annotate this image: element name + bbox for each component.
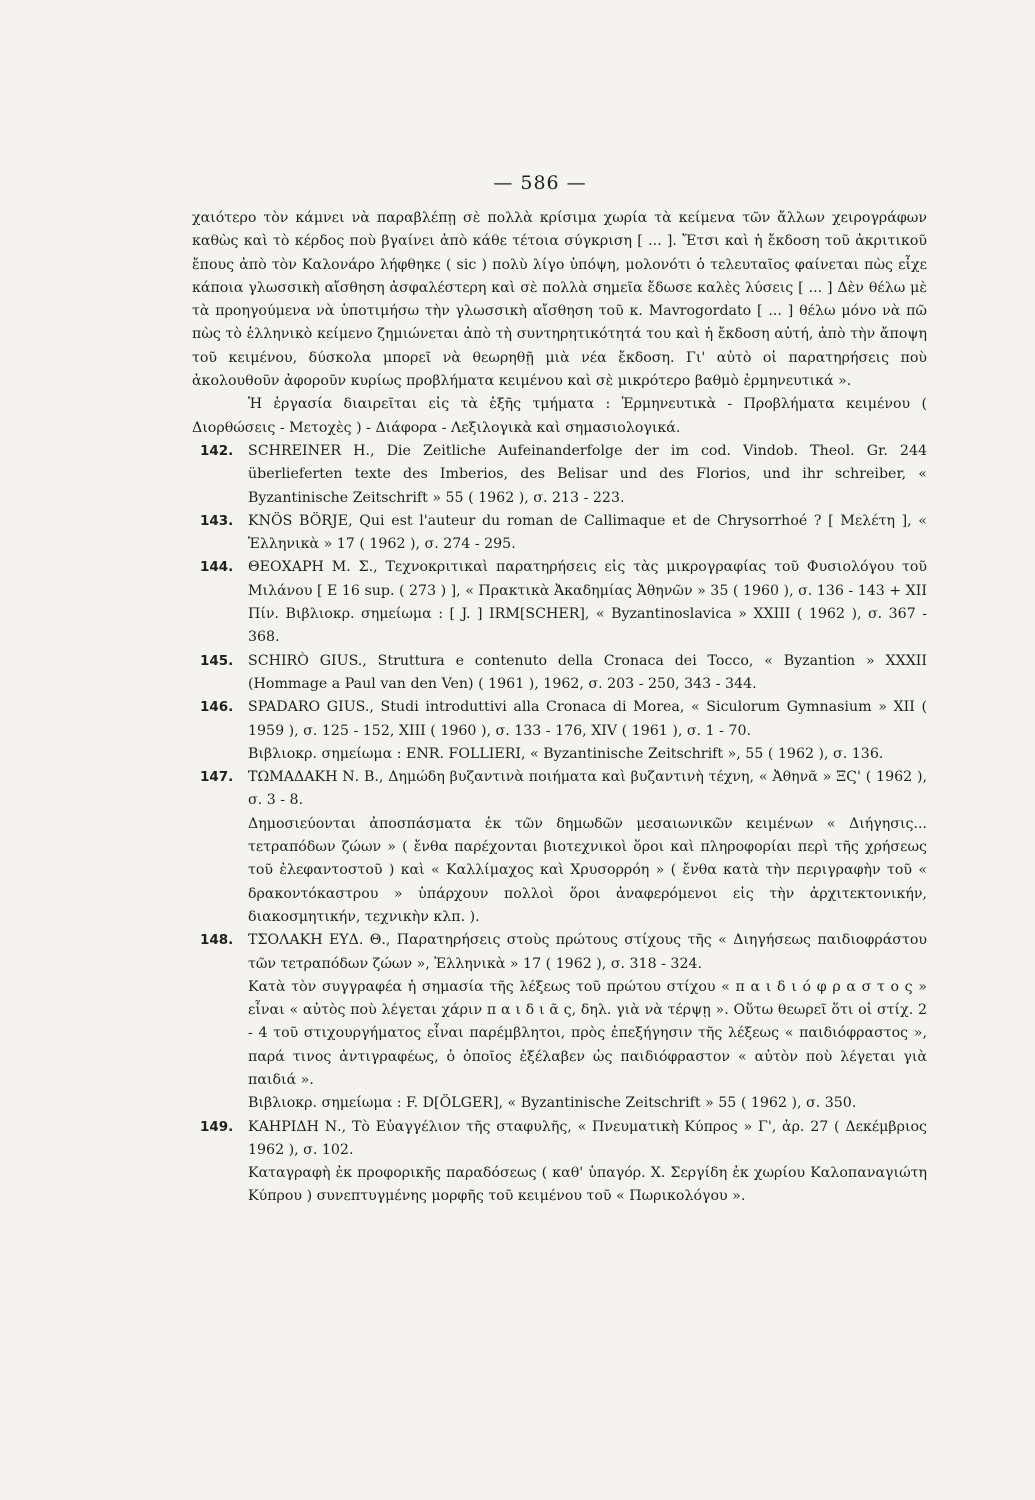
entry-review-note: Βιβλιοκρ. σημείωμα : F. D[ÖLGER], « Byzantinische Zeitschrift » 55 ( 1962 ), σ. 350. [248,1095,857,1112]
bibliography-entry [192,556,927,649]
intro-paragraph: Ἡ ἐργασία διαιρεῖται εἰς τὰ ἑξῆς τμήματα : Ἑρμηνευτικὰ - Προβλήματα κειμένου ( Διορθώσεις - Μετοχὲς ) - Διάφορα - Λεξιλογικὰ καὶ σημασιολογικά. [192,396,927,436]
entry-citation: ΤΩΜΑΔΑΚΗ Ν. Β., Δημώδη βυζαντινὰ ποιήματα καὶ βυζαντινὴ τέχνη, « Ἀθηνᾶ » ΞϚ' ( 1962 ), σ. 3 - 8. [248,769,927,809]
entry-citation: SCHIRÒ GIUS., Struttura e contenuto della Cronaca dei Tocco, « Byzantion » XXXII (Hommage a Paul van den Ven) ( 1961 ), 1962, σ. 203 - 250, 343 - 344. [248,652,927,692]
bibliography-entry [192,696,927,766]
bibliography-entry [192,510,927,557]
entry-summary: Καταγραφὴ ἐκ προφορικῆς παραδόσεως ( καθ' ὑπαγόρ. Χ. Σεργίδη ἐκ χωρίου Καλοπαναγιώτη Κύπρου ) συνεπτυγμένης μορφῆς τοῦ κειμένου τοῦ « Πωρικολόγου ». [248,1165,927,1205]
page-number: — 586 — [493,172,587,194]
entry-number: 147. [200,769,234,786]
entry-number: 142. [200,442,234,459]
bibliography-entry [192,440,927,510]
entry-review-note: Βιβλιοκρ. σημείωμα : ENR. FOLLIERI, « Byzantinische Zeitschrift », 55 ( 1962 ), σ. 136. [248,745,884,762]
entry-number: 144. [200,559,234,576]
entry-summary: Κατὰ τὸν συγγραφέα ἡ σημασία τῆς λέξεως τοῦ πρώτου στίχου « π α ι δ ι ό φ ρ α σ τ ο ς » εἶναι « αὐτὸς ποὺ λέγεται χάριν π α ι δ ι ᾶ ς, δηλ. γιὰ νὰ τέρψῃ ». Οὕτω θεωρεῖ ὅτι οἱ στίχ. 2 - 4 τοῦ στιχουργήματος εἶναι παρέμβλητοι, πρὸς ἐπεξήγησιν τῆς λέξεως « παιδιόφραστος », παρά τινος ἀντιγραφέως, ὁ ὁποῖος ἐξέλαβεν ὡς παιδιόφραστον « αὐτὸν ποὺ λέγεται γιὰ παιδιά ». [248,978,927,1088]
body-text [192,207,927,1209]
entry-number: 148. [200,932,234,949]
bibliography-entry [192,766,927,929]
entry-number: 149. [200,1118,234,1135]
entry-number: 145. [200,652,234,669]
entry-citation: KNÖS BÖRJE, Qui est l'auteur du roman de Callimaque et de Chrysorrhoé ? [ Μελέτη ], « Ἑλληνικὰ » 17 ( 1962 ), σ. 274 - 295. [248,512,927,553]
bibliography-entry [192,1116,927,1209]
entry-number: 143. [200,512,234,529]
entry-citation: SPADARO GIUS., Studi introduttivi alla Cronaca di Morea, « Siculorum Gymnasium » XII ( 1959 ), σ. 125 - 152, XIII ( 1960 ), σ. 133 - 176, XIV ( 1961 ), σ. 1 - 70. [248,699,927,739]
intro-paragraph: χαιότερο τὸν κάμνει νὰ παραβλέπῃ σὲ πολλὰ κρίσιμα χωρία τὰ κείμενα τῶν ἄλλων χειρογράφων καθὼς καὶ τὸ κέρδος ποὺ βγαίνει ἀπὸ κάθε τέτοια σύγκριση [ ... ]. Ἔτσι καὶ ἡ ἔκδοση τοῦ ἀκριτικοῦ ἔπους ἀπὸ τὸν Καλονάρο λήφθηκε ( sic ) πολὺ λίγο ὑπόψη, μολονότι ὁ τελευταῖος φαίνεται πὼς εἶχε κάποια γλωσσικὴ αἴσθηση ἀσφαλέστερη καὶ σὲ πολλὰ σημεῖα ἔδωσε καλὲς λύσεις [ ... ] Δὲν θέλω μὲ τὰ προηγούμενα νὰ ὑποτιμήσω τὴν γλωσσικὴ αἴσθηση τοῦ κ. Mavrogordato [ ... ] θέλω μόνο νὰ πῶ πὼς τὸ ἑλληνικὸ κείμενο ζημιώνεται ἀπὸ τὴ συντηρητικότητά του καὶ ἡ ἔκδοση αὐτή, ἀπὸ τὴν ἄποψη τοῦ κειμένου, δύσκολα μπορεῖ νὰ θεωρηθῇ μιὰ νέα ἔκδοση. Γι' αὐτὸ οἱ παρατηρήσεις ποὺ ἀκολουθοῦν ἀφοροῦν κυρίως προβλήματα κειμένου καὶ σὲ μικρότερο βαθμὸ ἑρμηνευτικά ». [192,210,927,390]
entry-number: 146. [200,699,234,716]
entry-summary: Δημοσιεύονται ἀποσπάσματα ἐκ τῶν δημωδῶν μεσαιωνικῶν κειμένων « Διήγησις... τετραπόδων ζώων » ( ἔνθα παρέχονται βιοτεχνικοὶ ὅροι καὶ πληροφορίαι περὶ τῆς χρήσεως τοῦ ἐλεφαντοστοῦ ) καὶ « Καλλίμαχος καὶ Χρυσορρόη » ( ἔνθα κατὰ τὴν περιγραφὴν τοῦ « δρακοντόκαστρου » ὑπάρχουν πολλοὶ ὅροι ἀναφερόμενοι εἰς τὴν ἀρχιτεκτονικήν, διακοσμητικήν, τεχνικὴν κλπ. ). [248,815,927,925]
entry-citation: ΚΑΗΡΙΔΗ Ν., Τὸ Εὐαγγέλιον τῆς σταφυλῆς, « Πνευματικὴ Κύπρος » Γ', ἀρ. 27 ( Δεκέμβριος 1962 ), σ. 102. [248,1118,927,1158]
bibliography-entry [192,929,927,1115]
entry-citation: SCHREINER H., Die Zeitliche Aufeinanderfolge der im cod. Vindob. Theol. Gr. 244 überlieferten texte des Imberios, des Belisar und des Florios, und ihr schreiber, « Byzantinische Zeitschrift » 55 ( 1962 ), σ. 213 - 223. [248,442,927,506]
entry-citation: ΤΣΟΛΑΚΗ ΕΥΔ. Θ., Παρατηρήσεις στοὺς πρώτους στίχους τῆς « Διηγήσεως παιδιοφράστου τῶν τετραπόδων ζώων », Ἑλληνικὰ » 17 ( 1962 ), σ. 318 - 324. [248,932,927,972]
entry-citation: ΘΕΟΧΑΡΗ Μ. Σ., Τεχνοκριτικαὶ παρατηρήσεις εἰς τὰς μικρογραφίας τοῦ Φυσιολόγου τοῦ Μιλάνου [ E 16 sup. ( 273 ) ], « Πρακτικὰ Ἀκαδημίας Ἀθηνῶν » 35 ( 1960 ), σ. 136 - 143 + XII Πίν. Βιβλιοκρ. σημείωμα : [ J. ] IRM[SCHER], « Byzantinoslavica » XXIII ( 1962 ), σ. 367 - 368. [248,559,927,646]
bibliography-entry [192,650,927,697]
